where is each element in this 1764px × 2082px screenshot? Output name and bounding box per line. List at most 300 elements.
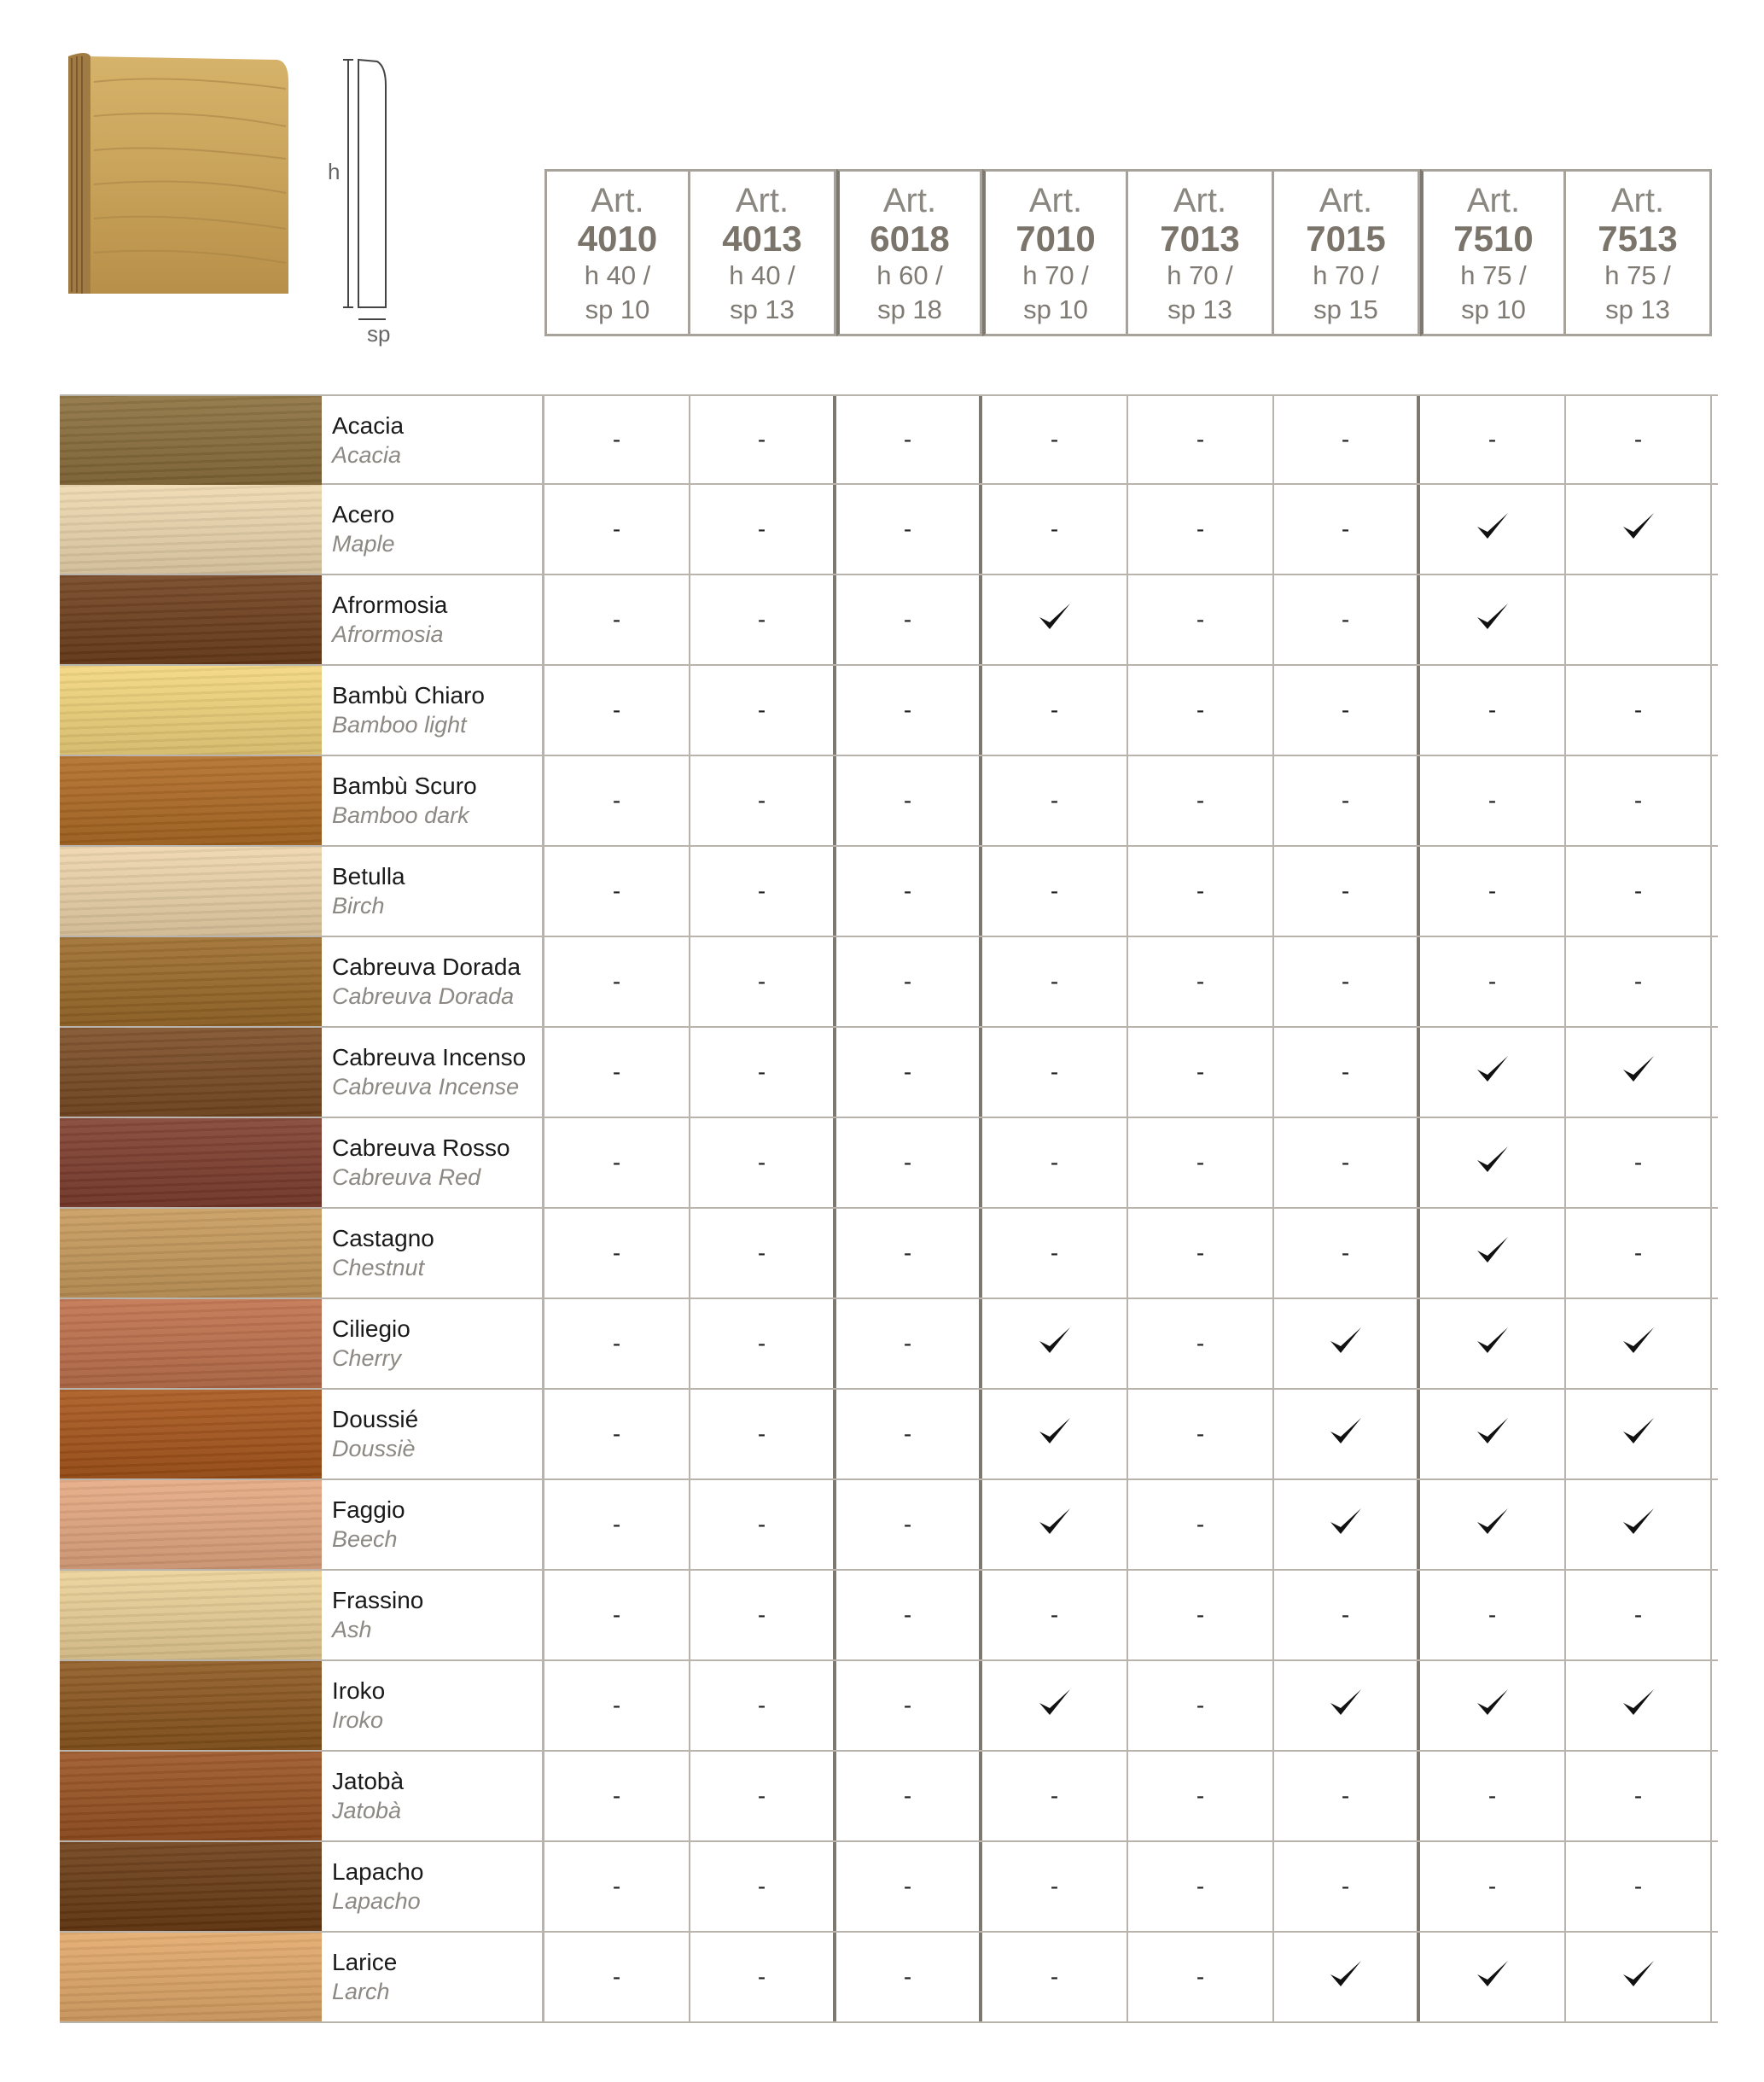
availability-cell-7010 — [982, 666, 1128, 755]
unavailable-dash: - — [1196, 1511, 1205, 1537]
unavailable-dash: - — [1341, 1239, 1350, 1266]
availability-cell-6018 — [836, 1390, 982, 1478]
unavailable-dash: - — [757, 1239, 766, 1266]
wood-name — [322, 937, 544, 1026]
check-icon — [1474, 1413, 1511, 1456]
wood-name-english: Iroko — [332, 1707, 384, 1733]
unavailable-dash: - — [1050, 1149, 1059, 1175]
unavailable-dash: - — [1341, 516, 1350, 542]
unavailable-dash: - — [903, 697, 912, 723]
unavailable-dash: - — [1633, 1782, 1643, 1809]
unavailable-dash: - — [1050, 516, 1059, 542]
availability-cell-7010 — [982, 1209, 1128, 1298]
table-row — [60, 847, 1718, 937]
unavailable-dash: - — [903, 1601, 912, 1628]
wood-name-english: Acacia — [332, 442, 402, 468]
availability-cell-7010 — [982, 1028, 1128, 1117]
check-icon — [1474, 598, 1511, 642]
availability-cell-7015 — [1274, 756, 1420, 845]
wood-swatch — [60, 1571, 322, 1659]
unavailable-dash: - — [1196, 1601, 1205, 1628]
article-header-7010 — [982, 169, 1128, 336]
availability-cell-4013 — [690, 756, 836, 845]
availability-cell-6018 — [836, 1842, 982, 1931]
check-icon — [1474, 1322, 1511, 1366]
check-icon — [1327, 1684, 1365, 1728]
article-code: 7510 — [1453, 219, 1534, 259]
wood-name-english: Birch — [332, 893, 385, 919]
availability-cell-7513 — [1566, 1299, 1712, 1388]
wood-swatch — [60, 1390, 322, 1478]
availability-cell-4013 — [690, 847, 836, 936]
unavailable-dash: - — [1196, 697, 1205, 723]
availability-cell-7510 — [1420, 1028, 1566, 1117]
wood-name-english: Jatobà — [332, 1798, 402, 1823]
unavailable-dash: - — [612, 1420, 621, 1447]
availability-cell-7513 — [1566, 1842, 1712, 1931]
availability-cell-4010 — [544, 1118, 690, 1207]
wood-swatch — [60, 1661, 322, 1750]
article-label: Art. — [1466, 182, 1521, 219]
unavailable-dash: - — [1341, 787, 1350, 814]
unavailable-dash: - — [903, 1149, 912, 1175]
wood-name-italian: Betulla — [332, 863, 405, 889]
article-code: 7010 — [1016, 219, 1096, 259]
unavailable-dash: - — [1633, 1873, 1643, 1899]
availability-cell-6018 — [836, 1299, 982, 1388]
article-label: Art. — [591, 182, 644, 219]
article-thickness: sp 10 — [1461, 295, 1526, 324]
availability-cell-4013 — [690, 396, 836, 483]
unavailable-dash: - — [1196, 787, 1205, 814]
check-icon — [1474, 1684, 1511, 1728]
availability-cell-7513 — [1566, 1480, 1712, 1569]
unavailable-dash: - — [612, 516, 621, 542]
unavailable-dash: - — [757, 787, 766, 814]
unavailable-dash: - — [757, 1963, 766, 1990]
profile-dimension-diagram — [324, 51, 418, 350]
availability-cell-7510 — [1420, 756, 1566, 845]
availability-cell-7010 — [982, 1299, 1128, 1388]
availability-cell-6018 — [836, 847, 982, 936]
availability-cell-6018 — [836, 666, 982, 755]
availability-cell-4013 — [690, 666, 836, 755]
availability-cell-7015 — [1274, 1118, 1420, 1207]
article-label: Art. — [735, 182, 789, 219]
height-label: h — [328, 159, 341, 184]
availability-cell-4010 — [544, 1842, 690, 1931]
wood-name-italian: Faggio — [332, 1496, 405, 1523]
unavailable-dash: - — [757, 1511, 766, 1537]
unavailable-dash: - — [612, 697, 621, 723]
wood-name-english: Ash — [332, 1617, 372, 1642]
wood-swatch — [60, 1842, 322, 1931]
unavailable-dash: - — [1341, 606, 1350, 633]
unavailable-dash: - — [757, 516, 766, 542]
article-code: 7013 — [1160, 219, 1240, 259]
unavailable-dash: - — [1196, 1782, 1205, 1809]
unavailable-dash: - — [1633, 697, 1643, 723]
unavailable-dash: - — [1487, 878, 1497, 904]
availability-cell-7013 — [1128, 1480, 1274, 1569]
availability-cell-4010 — [544, 1028, 690, 1117]
availability-cell-4010 — [544, 1571, 690, 1659]
unavailable-dash: - — [1487, 968, 1497, 994]
wood-name-english: Bamboo dark — [332, 802, 469, 828]
article-height: h 60 / — [876, 260, 943, 290]
availability-cell-7015 — [1274, 1842, 1420, 1931]
availability-cell-6018 — [836, 937, 982, 1026]
unavailable-dash: - — [1196, 426, 1205, 452]
unavailable-dash: - — [1487, 1782, 1497, 1809]
check-icon — [1620, 1503, 1657, 1547]
unavailable-dash: - — [1633, 968, 1643, 994]
wood-name-english: Bamboo light — [332, 712, 467, 738]
check-icon — [1036, 1322, 1074, 1366]
table-row — [60, 1028, 1718, 1118]
unavailable-dash: - — [757, 1873, 766, 1899]
article-label: Art. — [1028, 182, 1083, 219]
article-code: 7513 — [1598, 219, 1678, 259]
availability-cell-7013 — [1128, 1299, 1274, 1388]
wood-swatch — [60, 1752, 322, 1840]
unavailable-dash: - — [757, 697, 766, 723]
availability-cell-7513 — [1566, 1118, 1712, 1207]
table-row — [60, 937, 1718, 1028]
availability-cell-4013 — [690, 937, 836, 1026]
wood-name-english: Cabreuva Incense — [332, 1074, 520, 1099]
availability-cell-7513 — [1566, 575, 1712, 664]
availability-cell-4010 — [544, 847, 690, 936]
availability-cell-7510 — [1420, 1480, 1566, 1569]
wood-swatch — [60, 1209, 322, 1298]
unavailable-dash: - — [612, 1873, 621, 1899]
check-icon — [1620, 1413, 1657, 1456]
unavailable-dash: - — [1633, 426, 1643, 452]
availability-cell-7510 — [1420, 666, 1566, 755]
table-row — [60, 1299, 1718, 1390]
wood-name-italian: Bambù Chiaro — [332, 682, 485, 709]
wood-name — [322, 1118, 544, 1207]
table-row — [60, 394, 1718, 485]
unavailable-dash: - — [1196, 878, 1205, 904]
table-row — [60, 575, 1718, 666]
unavailable-dash: - — [1487, 1601, 1497, 1628]
unavailable-dash: - — [903, 1963, 912, 1990]
availability-cell-6018 — [836, 1571, 982, 1659]
availability-cell-7513 — [1566, 1661, 1712, 1750]
check-icon — [1474, 1956, 1511, 1999]
unavailable-dash: - — [1050, 1601, 1059, 1628]
unavailable-dash: - — [1050, 697, 1059, 723]
unavailable-dash: - — [903, 426, 912, 452]
article-header-4013 — [690, 169, 836, 336]
availability-cell-7013 — [1128, 1752, 1274, 1840]
wood-name — [322, 1390, 544, 1478]
availability-cell-7013 — [1128, 847, 1274, 936]
availability-cell-7013 — [1128, 1209, 1274, 1298]
wood-name-italian: Larice — [332, 1949, 398, 1975]
availability-cell-4013 — [690, 1842, 836, 1931]
wood-compatibility-table — [60, 394, 1718, 2023]
unavailable-dash: - — [903, 606, 912, 633]
check-icon — [1474, 1503, 1511, 1547]
unavailable-dash: - — [612, 787, 621, 814]
availability-cell-6018 — [836, 1209, 982, 1298]
availability-cell-4010 — [544, 485, 690, 574]
wood-swatch — [60, 756, 322, 845]
unavailable-dash: - — [903, 1330, 912, 1356]
table-row — [60, 666, 1718, 756]
unavailable-dash: - — [1341, 1058, 1350, 1085]
availability-cell-7513 — [1566, 1571, 1712, 1659]
unavailable-dash: - — [903, 1692, 912, 1718]
availability-cell-7013 — [1128, 1390, 1274, 1478]
availability-cell-4013 — [690, 1299, 836, 1388]
check-icon — [1036, 598, 1074, 642]
wood-name-italian: Jatobà — [332, 1768, 405, 1794]
unavailable-dash: - — [757, 1420, 766, 1447]
availability-cell-4013 — [690, 1661, 836, 1750]
wood-name-italian: Castagno — [332, 1225, 434, 1251]
article-code: 6018 — [870, 219, 950, 259]
availability-cell-7513 — [1566, 1933, 1712, 2021]
availability-cell-7015 — [1274, 1028, 1420, 1117]
wood-swatch — [60, 485, 322, 574]
unavailable-dash: - — [903, 1058, 912, 1085]
availability-cell-6018 — [836, 575, 982, 664]
availability-cell-7513 — [1566, 847, 1712, 936]
availability-cell-4013 — [690, 575, 836, 664]
unavailable-dash: - — [1341, 878, 1350, 904]
unavailable-dash: - — [1633, 1601, 1643, 1628]
wood-name-italian: Acacia — [332, 412, 405, 439]
unavailable-dash: - — [757, 968, 766, 994]
availability-cell-7015 — [1274, 1209, 1420, 1298]
unavailable-dash: - — [1050, 1963, 1059, 1990]
unavailable-dash: - — [612, 1149, 621, 1175]
wood-name-english: Maple — [332, 531, 395, 557]
article-header-4010 — [544, 169, 690, 336]
check-icon — [1327, 1322, 1365, 1366]
unavailable-dash: - — [903, 787, 912, 814]
unavailable-dash: - — [1487, 787, 1497, 814]
availability-cell-4010 — [544, 937, 690, 1026]
table-row — [60, 1209, 1718, 1299]
availability-cell-7013 — [1128, 1933, 1274, 2021]
article-height: h 70 / — [1022, 260, 1089, 290]
baseboard-product-image — [68, 48, 290, 294]
availability-cell-7513 — [1566, 756, 1712, 845]
availability-cell-7010 — [982, 1118, 1128, 1207]
unavailable-dash: - — [1196, 968, 1205, 994]
wood-name-english: Lapacho — [332, 1888, 421, 1914]
unavailable-dash: - — [612, 426, 621, 452]
unavailable-dash: - — [757, 1601, 766, 1628]
availability-cell-4013 — [690, 1480, 836, 1569]
wood-swatch — [60, 575, 322, 664]
wood-name-italian: Cabreuva Incenso — [332, 1044, 527, 1070]
table-row — [60, 756, 1718, 847]
availability-cell-7013 — [1128, 666, 1274, 755]
availability-cell-7015 — [1274, 847, 1420, 936]
availability-cell-7015 — [1274, 1571, 1420, 1659]
availability-cell-7010 — [982, 1842, 1128, 1931]
wood-name — [322, 1661, 544, 1750]
wood-name — [322, 1209, 544, 1298]
wood-name-english: Larch — [332, 1979, 390, 2004]
wood-swatch — [60, 1480, 322, 1569]
availability-cell-7513 — [1566, 396, 1712, 483]
article-label: Art. — [1610, 182, 1665, 219]
check-icon — [1620, 1684, 1657, 1728]
article-label: Art. — [882, 182, 937, 219]
availability-cell-6018 — [836, 1661, 982, 1750]
availability-cell-7513 — [1566, 485, 1712, 574]
availability-cell-6018 — [836, 485, 982, 574]
unavailable-dash: - — [1487, 1873, 1497, 1899]
wood-name-italian: Cabreuva Rosso — [332, 1134, 510, 1161]
unavailable-dash: - — [757, 1149, 766, 1175]
check-icon — [1036, 1684, 1074, 1728]
wood-name-italian: Frassino — [332, 1587, 424, 1613]
availability-cell-4013 — [690, 1028, 836, 1117]
wood-name — [322, 485, 544, 574]
check-icon — [1036, 1413, 1074, 1456]
unavailable-dash: - — [1050, 426, 1059, 452]
unavailable-dash: - — [903, 1239, 912, 1266]
unavailable-dash: - — [757, 878, 766, 904]
availability-cell-7510 — [1420, 1299, 1566, 1388]
unavailable-dash: - — [1196, 1330, 1205, 1356]
availability-cell-7015 — [1274, 396, 1420, 483]
wood-name-italian: Ciliegio — [332, 1315, 410, 1342]
unavailable-dash: - — [1633, 878, 1643, 904]
unavailable-dash: - — [1196, 1149, 1205, 1175]
availability-cell-7513 — [1566, 1752, 1712, 1840]
table-row — [60, 1480, 1718, 1571]
wood-name — [322, 1752, 544, 1840]
availability-cell-7015 — [1274, 1390, 1420, 1478]
availability-cell-4013 — [690, 1118, 836, 1207]
article-thickness: sp 13 — [1605, 295, 1670, 324]
wood-name-italian: Doussié — [332, 1406, 419, 1432]
check-icon — [1620, 1051, 1657, 1094]
wood-name — [322, 1480, 544, 1569]
unavailable-dash: - — [1196, 606, 1205, 633]
article-header-7510 — [1420, 169, 1566, 336]
wood-swatch — [60, 396, 322, 485]
check-icon — [1474, 1232, 1511, 1275]
availability-cell-4010 — [544, 1480, 690, 1569]
availability-cell-7510 — [1420, 1571, 1566, 1659]
availability-cell-6018 — [836, 756, 982, 845]
wood-name — [322, 1299, 544, 1388]
availability-cell-4010 — [544, 1390, 690, 1478]
table-row — [60, 1571, 1718, 1661]
wood-name-english: Afrormosia — [332, 621, 444, 647]
article-label: Art. — [1319, 182, 1373, 219]
wood-swatch — [60, 1933, 322, 2021]
availability-cell-7013 — [1128, 575, 1274, 664]
wood-name — [322, 666, 544, 755]
unavailable-dash: - — [1633, 1239, 1643, 1266]
availability-cell-7010 — [982, 847, 1128, 936]
availability-cell-6018 — [836, 1480, 982, 1569]
unavailable-dash: - — [1341, 1601, 1350, 1628]
wood-name-italian: Lapacho — [332, 1858, 424, 1885]
availability-cell-6018 — [836, 1028, 982, 1117]
check-icon — [1620, 508, 1657, 551]
article-header-7013 — [1128, 169, 1274, 336]
availability-cell-7010 — [982, 1480, 1128, 1569]
availability-cell-7015 — [1274, 666, 1420, 755]
wood-name — [322, 847, 544, 936]
availability-cell-7513 — [1566, 1028, 1712, 1117]
availability-cell-4013 — [690, 1752, 836, 1840]
article-height: h 75 / — [1604, 260, 1671, 290]
unavailable-dash: - — [1341, 968, 1350, 994]
unavailable-dash: - — [612, 1239, 621, 1266]
unavailable-dash: - — [903, 1873, 912, 1899]
availability-cell-7015 — [1274, 1752, 1420, 1840]
unavailable-dash: - — [903, 1420, 912, 1447]
availability-cell-7510 — [1420, 1752, 1566, 1840]
unavailable-dash: - — [757, 1782, 766, 1809]
unavailable-dash: - — [1633, 787, 1643, 814]
wood-name — [322, 396, 544, 483]
wood-name-english: Cabreuva Red — [332, 1164, 481, 1190]
availability-cell-7010 — [982, 1752, 1128, 1840]
unavailable-dash: - — [1050, 1239, 1059, 1266]
table-row — [60, 1661, 1718, 1752]
article-height: h 40 / — [584, 260, 651, 290]
availability-cell-7013 — [1128, 1118, 1274, 1207]
unavailable-dash: - — [612, 1511, 621, 1537]
unavailable-dash: - — [1196, 516, 1205, 542]
availability-cell-7510 — [1420, 485, 1566, 574]
availability-cell-7510 — [1420, 1661, 1566, 1750]
article-height: h 75 / — [1460, 260, 1527, 290]
article-header-7015 — [1274, 169, 1420, 336]
wood-swatch — [60, 847, 322, 936]
wood-name-english: Chestnut — [332, 1255, 425, 1280]
availability-cell-7510 — [1420, 575, 1566, 664]
unavailable-dash: - — [612, 1692, 621, 1718]
availability-cell-6018 — [836, 1752, 982, 1840]
unavailable-dash: - — [1050, 787, 1059, 814]
unavailable-dash: - — [612, 1782, 621, 1809]
unavailable-dash: - — [1341, 1149, 1350, 1175]
wood-name-italian: Iroko — [332, 1677, 386, 1704]
availability-cell-4010 — [544, 1752, 690, 1840]
availability-cell-4010 — [544, 1299, 690, 1388]
availability-cell-7010 — [982, 396, 1128, 483]
availability-cell-6018 — [836, 1118, 982, 1207]
article-thickness: sp 18 — [877, 295, 942, 324]
availability-cell-7015 — [1274, 937, 1420, 1026]
availability-cell-7513 — [1566, 1209, 1712, 1298]
unavailable-dash: - — [903, 968, 912, 994]
availability-cell-4013 — [690, 485, 836, 574]
table-row — [60, 1752, 1718, 1842]
unavailable-dash: - — [612, 606, 621, 633]
wood-swatch — [60, 1028, 322, 1117]
wood-name-english: Cherry — [332, 1345, 402, 1371]
availability-cell-7010 — [982, 756, 1128, 845]
availability-cell-7013 — [1128, 1571, 1274, 1659]
thickness-label: sp — [367, 321, 391, 347]
